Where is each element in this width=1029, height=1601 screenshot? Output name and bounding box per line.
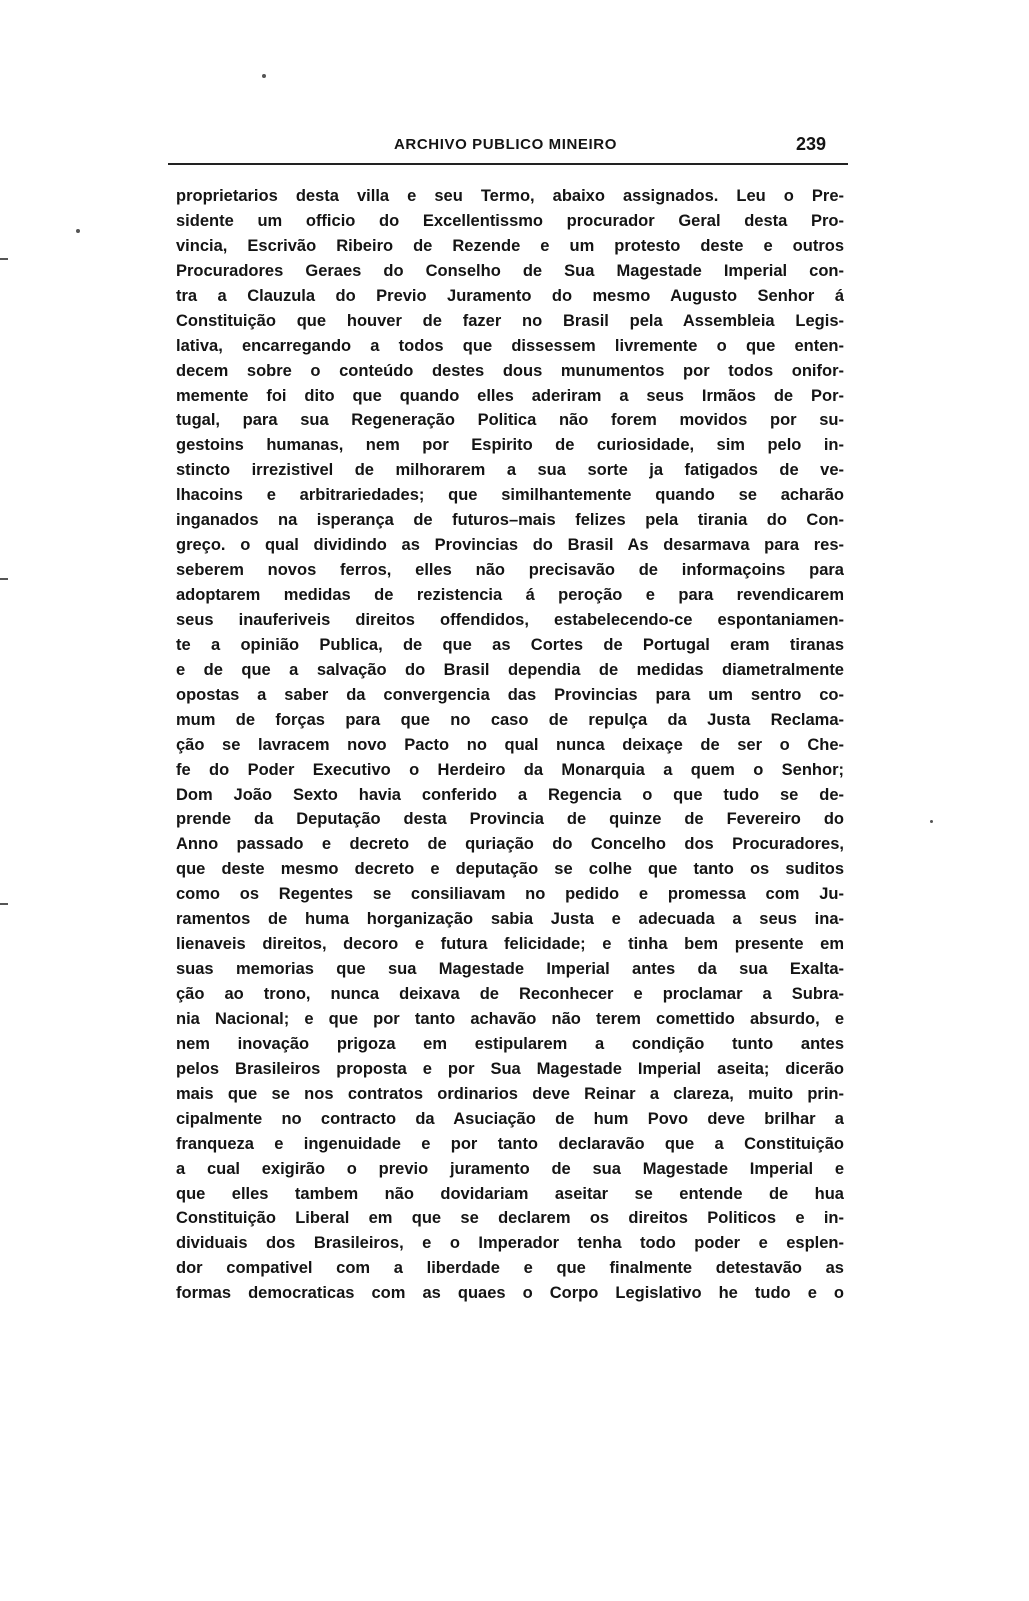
text-line: seus inauferiveis direitos offendidos, estabelecendo-ce espontaniamen- — [176, 610, 844, 629]
text-line: vincia, Escrivão Ribeiro de Rezende e um protesto deste e outros — [176, 236, 844, 255]
text-line: decem sobre o conteúdo destes dous munumentos por todos onifor- — [176, 361, 844, 380]
page-number: 239 — [795, 134, 826, 154]
margin-tick — [0, 578, 8, 580]
margin-dot — [930, 820, 933, 823]
body-text — [176, 184, 844, 1306]
text-line: suas memorias que sua Magestade Imperial antes da sua Exalta- — [176, 960, 844, 979]
margin-tick — [0, 258, 8, 260]
text-line: dividuais dos Brasileiros, e o Imperador tenha todo poder e esplen- — [176, 1234, 844, 1253]
text-line: dor compativel com a liberdade e que finalmente detestavão as — [176, 1259, 844, 1278]
text-line: que elles tambem não dovidariam aseitar se entende de hua — [176, 1184, 844, 1203]
text-line: mum de forças para que no caso de repulça da Justa Reclama- — [176, 710, 844, 729]
text-line: sidente um officio do Excellentissmo procurador Geral desta Pro- — [176, 211, 844, 230]
text-line: seberem novos ferros, elles não precisavão de informaçoins para — [176, 561, 844, 580]
text-line: franqueza e ingenuidade e por tanto declaravão que a Constituição — [176, 1134, 844, 1153]
margin-dot — [76, 229, 80, 233]
running-title: ARCHIVO PUBLICO MINEIRO — [394, 136, 617, 153]
text-line: stincto irrezistivel de milhorarem a sua sorte ja fatigados de ve- — [176, 461, 844, 480]
margin-dot — [262, 74, 266, 78]
text-line: tra a Clauzula do Previo Juramento do mesmo Augusto Senhor á — [176, 286, 844, 305]
text-line: Constituição Liberal em que se declarem os direitos Politicos e in- — [176, 1209, 844, 1228]
text-line: mais que se nos contratos ordinarios deve Reinar a clareza, muito prin- — [176, 1084, 844, 1103]
text-line: memente foi dito que quando elles aderiram a seus Irmãos de Por- — [176, 386, 844, 405]
text-line: opostas a saber da convergencia das Provincias para um sentro co- — [176, 685, 844, 704]
text-line: ramentos de huma horganização sabia Justa e adecuada a seus ina- — [176, 910, 844, 929]
text-line: ção ao trono, nunca deixava de Reconhecer e proclamar a Subra- — [176, 985, 844, 1003]
text-line: prende da Deputação desta Provincia de quinze de Fevereiro do — [176, 810, 844, 829]
text-line: lativa, encarregando a todos que dissessem livremente o que enten- — [176, 336, 844, 355]
header-rule — [168, 163, 848, 165]
text-line: gestoins humanas, nem por Espirito de curiosidade, sim pelo in- — [176, 436, 844, 455]
text-line: tugal, para sua Regeneração Politica não forem movidos por su- — [176, 411, 844, 430]
text-line: Constituição que houver de fazer no Brasil pela Assembleia Legis- — [176, 311, 844, 330]
text-line: lienaveis direitos, decoro e futura felicidade; e tinha bem presente em — [176, 935, 844, 954]
text-line: Procuradores Geraes do Conselho de Sua Magestade Imperial con- — [176, 261, 844, 280]
page-header — [168, 132, 846, 164]
text-line: nia Nacional; e que por tanto achavão não terem comettido absurdo, e — [176, 1009, 844, 1028]
text-line: como os Regentes se consiliavam no pedido e promessa com Ju- — [176, 885, 844, 904]
text-line: pelos Brasileiros proposta e por Sua Magestade Imperial aseita; dicerão — [176, 1059, 844, 1078]
text-line: ção se lavracem novo Pacto no qual nunca deixaçe de ser o Che- — [176, 735, 844, 754]
text-line: te a opinião Publica, de que as Cortes de Portugal eram tiranas — [176, 635, 844, 654]
text-line: inganados na isperança de futuros–mais felizes pela tirania do Con- — [176, 511, 844, 530]
text-line: lhacoins e arbitrariedades; que similhantemente quando se acharão — [176, 486, 844, 505]
text-line: a cual exigirão o previo juramento de sua Magestade Imperial e — [176, 1159, 844, 1178]
text-line: nem inovação prigoza em estipularem a condição tunto antes — [176, 1034, 844, 1053]
text-line: Dom João Sexto havia conferido a Regencia o que tudo se de- — [176, 785, 844, 804]
text-line: que deste mesmo decreto e deputação se colhe que tanto os suditos — [176, 860, 844, 879]
text-line: e de que a salvação do Brasil dependia de medidas diametralmente — [176, 660, 844, 679]
text-line: adoptarem medidas de rezistencia á peroção e para revendicarem — [176, 586, 844, 604]
text-line: formas democraticas com as quaes o Corpo Legislativo he tudo e o — [176, 1284, 844, 1303]
text-line: proprietarios desta villa e seu Termo, abaixo assignados. Leu o Pre- — [176, 187, 844, 205]
text-line: cipalmente no contracto da Asuciação de hum Povo deve brilhar a — [176, 1109, 844, 1128]
text-line: Anno passado e decreto de quriação do Concelho dos Procuradores, — [176, 835, 844, 854]
text-line: greço. o qual dividindo as Provincias do Brasil As desarmava para res- — [176, 536, 844, 555]
margin-tick — [0, 903, 8, 905]
text-line: fe do Poder Executivo o Herdeiro da Monarquia a quem o Senhor; — [176, 760, 844, 779]
